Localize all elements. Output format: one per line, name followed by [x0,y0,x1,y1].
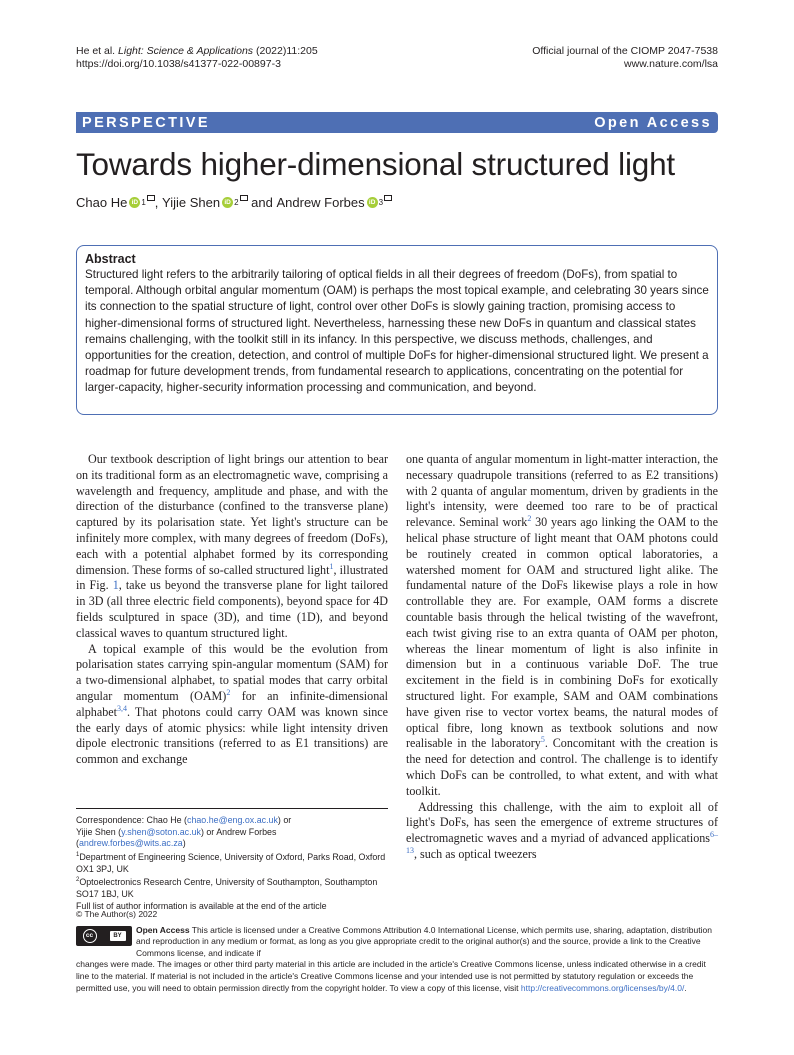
author-separator: and [251,195,273,210]
affiliation-text: Department of Engineering Science, University of Oxford, Parks Road, Oxford OX1 3PJ, UK [76,852,386,874]
body-text: Addressing this challenge, with the aim to exploit all of light's DoFs, has seen the emergence of extreme structures of electromagnetic waves and a myriad of advanced applications [406,799,718,846]
license-text: This article is licensed under a Creative Commons Attribution 4.0 International License, which permits use, sharing, adaptation, distribution and reproduction in any medium or format, as long as you give appropriate credit to the original author(s) and the source, provide a link to the Creative Commons license, and indicate if [136,924,712,958]
article-type: PERSPECTIVE [82,114,210,131]
article-type-banner [76,112,718,133]
article-title: Towards higher-dimensional structured light [76,146,675,182]
email-icon[interactable] [240,195,248,201]
affiliation-mark: 3 [378,198,384,207]
license-block [76,925,718,960]
official-journal-line: Official journal of the CIOMP 2047-7538 [532,45,718,57]
doi-link[interactable]: https://doi.org/10.1038/s41377-022-00897-3 [76,58,281,70]
affiliation [76,850,388,875]
body-text: , such as optical tweezers [414,846,537,861]
body-paragraph [76,642,388,768]
body-text: A topical example of this would be the evolution from polarisation states carrying spin-angular momentum (SAM) for a two-dimensional alphabet, to spatial modes that carry orbital angular momentum (OAM) [76,641,388,703]
citation-ref[interactable]: 2 [226,687,231,697]
author-name[interactable]: Chao He [76,195,128,210]
open-access-bold: Open Access [136,924,190,935]
affiliation-text: Optoelectronics Research Centre, University of Southampton, Southampton SO17 1BJ, UK [76,877,378,900]
correspondence-text: ) or Andrew Forbes ( [76,826,277,849]
copyright: © The Author(s) 2022 [76,909,158,919]
correspondence-line [76,827,388,850]
correspondence-text: ) [182,838,186,849]
citation-ref[interactable]: 5 [540,735,545,745]
cc-icon: cc [83,929,97,943]
citation-ref[interactable]: 6–13 [406,830,718,855]
volume-info: (2022)11:205 [255,45,318,57]
email-link[interactable]: andrew.forbes@wits.ac.za [78,838,183,849]
orcid-icon[interactable]: iD [367,197,378,208]
body-paragraph [406,800,718,863]
body-text: . That photons could carry OAM was known since the early days of atomic physics: while light intensity driven dipole electronic transitions (referred to as E1 transitions) are common and exchange [76,704,388,767]
email-icon[interactable] [384,195,392,201]
author-list [76,195,392,210]
body-text: . Concomitant with the creation is the need for detection and control. The challenge is to identify which DoFs can be controlled, to what extent, and with what toolkit. [406,736,718,798]
citation-line [76,45,318,58]
affiliation-mark: 2 [234,198,239,207]
abstract-text: Structured light refers to the arbitrarily tailoring of optical fields in all their degrees of freedom (DoFs), from spatial to temporal. Although orbital angular momentum (OAM) is perhaps the most topical example, and celebrating 30 years since its connection to the spatial structure of light, control over other DoFs is slowly gaining traction, promising access to higher-dimensional forms of structured light. Nevertheless, harnessing these new DoFs in quantum and classical states remains challenging, with the toolkit still in its infancy. In this perspective, we discuss methods, challenges, and opportunities for the creation, detection, and control of multiple DoFs for higher-dimensional structured light. We present a roadmap for future development trends, from fundamental research to applications, concentrating on the potential for larger-capacity, higher-security information processing and communication, and beyond. [85,268,709,395]
open-access-label: Open Access [594,114,712,131]
correspondence-block [76,808,388,913]
body-column-left [76,452,388,768]
citation-ref[interactable]: 1 [329,561,334,571]
body-paragraph [76,452,388,642]
affiliation-number: 2 [76,877,80,884]
cc-by-badge[interactable] [76,926,132,946]
email-icon[interactable] [147,195,155,201]
body-text: for an infinite-dimensional alphabet [76,688,388,719]
license-text-continued [76,959,718,994]
affiliation-number: 1 [76,852,80,859]
author-prefix: He et al. [76,45,116,57]
running-header-right [532,45,718,71]
full-author-info-note: Full list of author information is available at the end of the article [76,900,327,911]
license-url-link[interactable]: http://creativecommons.org/licenses/by/4.0/ [520,982,685,993]
body-text: 30 years ago linking the OAM to the helical phase structure of light meant that OAM photons could be routinely created in common optical laboratories, a watershed moment for OAM and structured light alike. The fundamental nature of the DoFs likewise plays a role in how controllable they are. For example, OAM forms a discrete countable basis through the helical twisting of the wavefront, each twist giving rise to an extra quanta of OAM per photon, whereas the linear momentum of light is also infinite in dimension but in a continuous variable DoF. The true excitement in the field is in combining DoFs for exotically structured light. For example, SAM and OAM combinations have given rise to vector vortex beams, the natural modes of optical fibre, long known as textbook solutions and now realisable in the laboratory [406,515,718,751]
by-icon: BY [110,931,126,941]
body-text: , illustrated in Fig. [76,562,388,593]
body-text: , take us beyond the transverse plane for light tailored in 3D (all three electric field components), beyond space for 4D fields sculptured in space (3D), and time (1D), and beyond classical waves to quantum structured light. [76,578,388,640]
orcid-icon[interactable]: iD [222,197,233,208]
license-footer [76,909,718,994]
correspondence-text: Yijie Shen ( [76,826,122,837]
abstract-box [76,245,718,415]
affiliation-mark: 1 [141,198,146,207]
orcid-icon[interactable]: iD [129,197,140,208]
body-paragraph [406,452,718,800]
journal-name: Light: Science & Applications [118,45,254,57]
license-text-first [136,925,718,960]
author-name[interactable]: Yijie Shen [162,195,221,210]
correspondence-label: Correspondence: Chao He ( [76,815,187,825]
affiliation [76,875,388,900]
author-separator: , [154,195,159,210]
body-text: one quanta of angular momentum in light-matter interaction, the necessary quadrupole transitions (referred to as E2 transitions) with 2 quanta of angular momentum, driven by gradients in the light's intensity, were deemed too rare to be of practical relevance. Seminal work [406,452,718,530]
author-name[interactable]: Andrew Forbes [276,195,365,210]
body-column-right [406,452,718,863]
citation-ref[interactable]: 3,4 [116,703,127,713]
citation-ref[interactable]: 2 [527,514,532,524]
license-text: . [684,982,687,993]
email-link[interactable]: y.shen@soton.ac.uk [121,826,201,837]
abstract-heading: Abstract [85,252,136,266]
figure-ref[interactable]: 1 [112,578,119,593]
license-text: changes were made. The images or other third party material in this article are included in the article's Creative Commons license, unless indicated otherwise in a credit line to the material. If material is not included in the article's Creative Commons license and your intended use is not permitted by statutory regulation or exceeds the permitted use, you will need to obtain permission directly from the copyright holder. To view a copy of this license, visit [76,959,706,993]
body-text: Our textbook description of light brings our attention to bear on its traditional form as an electromagnetic wave, comprising a wavelength and frequency, amplitude and phase, and with the direction of the disturbance (confined to the transverse plane) captured by its polarisation state. Yet light's structure can be infinitely more complex, with many degrees of freedom (DoFs), each with a potential alphabet formed by its corresponding dimension. These forms of so-called structured light [76,452,388,577]
running-header-left [76,45,318,71]
correspondence-line [76,815,388,827]
email-link[interactable]: chao.he@eng.ox.ac.uk [187,815,278,825]
journal-site-link[interactable]: www.nature.com/lsa [624,58,718,70]
correspondence-text: ) or [277,815,292,825]
